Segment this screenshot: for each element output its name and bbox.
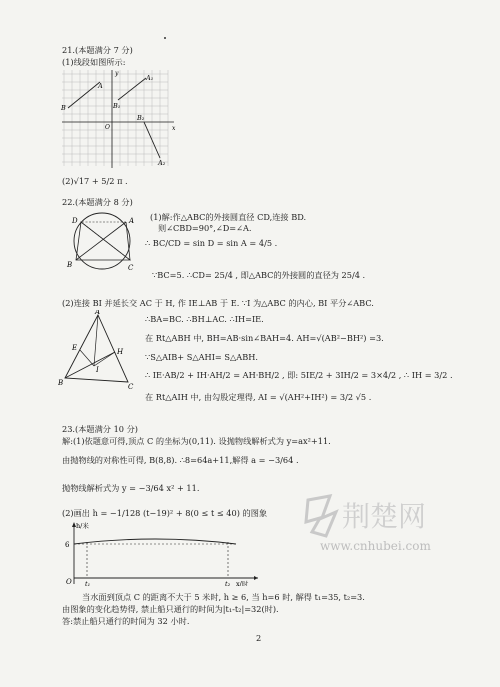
svg-text:C: C [128, 264, 134, 272]
svg-text:A₁: A₁ [146, 74, 154, 82]
svg-text:A: A [98, 82, 103, 90]
svg-text:A₂: A₂ [158, 159, 166, 167]
q22-circle-figure [64, 210, 142, 276]
q22-step9: ∴ IE·AB/2 + IH·AH/2 = AH·BH/2 , 即: 5IE/2 + 3IH/2 = 3×4/2 , ∴ IH = 3/2 . [145, 370, 453, 380]
svg-text:6: 6 [65, 541, 70, 549]
segment-AB [68, 82, 100, 108]
svg-text:I: I [96, 366, 99, 374]
q22-step7: 在 Rt△ABH 中, BH=AB·sin∠BAH=4. AH=√(AB²−BH²) =3. [145, 333, 384, 343]
q22-step2: 则∠CBD=90°,∠D=∠A. [158, 223, 252, 233]
svg-text:y: y [115, 70, 119, 77]
page-number: 2 [256, 633, 262, 643]
q23-step3: 抛物线解析式为 y = −3/64 x² + 11. [62, 483, 200, 493]
q23-step2: 由抛物线的对称性可得, B(8,8). ∴8=64a+11,解得 a = −3/64 . [62, 455, 299, 465]
q23-heading: 23.(本题满分 10 分) [62, 424, 138, 434]
q21-coordinate-figure [60, 68, 182, 168]
svg-text:H: H [117, 348, 124, 356]
q23-step6: 由图象的变化趋势得, 禁止船只通行的时间为|t₁-t₂|=32(时). [62, 604, 279, 614]
svg-text:B: B [61, 104, 66, 112]
q22-step10: 在 Rt△AIH 中, 由勾股定理得, AI = √(AH²+IH²) = 3/2 √5 . [145, 392, 372, 402]
svg-text:D: D [72, 217, 78, 225]
svg-text:O: O [105, 124, 110, 131]
svg-text:t₁: t₁ [85, 580, 91, 586]
svg-text:E: E [72, 344, 78, 352]
svg-text:x: x [172, 125, 176, 132]
svg-text:h/米: h/米 [76, 522, 89, 530]
svg-text:B₂: B₂ [137, 114, 145, 122]
svg-text:B: B [67, 261, 73, 269]
q22-heading: 22.(本题满分 8 分) [62, 197, 133, 207]
svg-text:C: C [128, 383, 134, 390]
ink-dot [164, 37, 166, 39]
svg-text:B₁: B₁ [113, 102, 121, 110]
q23-graph [60, 520, 260, 586]
q22-step6: ∴BA=BC. ∴BH⊥AC. ∴IH=IE. [145, 314, 264, 324]
q22-step3: ∴ BC/CD = sin D = sin A = 4/5 . [145, 238, 278, 248]
q23-step7: 答:禁止船只通行的时间为 32 小时. [62, 616, 190, 626]
svg-text:x/时: x/时 [236, 580, 249, 586]
svg-text:A: A [129, 217, 135, 225]
segment-A1B1 [118, 78, 146, 100]
watermark-url: www.cnhubei.com [320, 539, 431, 553]
q21-heading: 21.(本题满分 7 分) [62, 45, 133, 55]
svg-text:A: A [95, 310, 101, 316]
q23-step1: 解:(1)依题意可得,顶点 C 的坐标为(0,11). 设抛物线解析式为 y=ax²+11. [62, 436, 331, 446]
watermark-brand: 荆楚网 [342, 500, 427, 533]
q22-step5: (2)连接 BI 并延长交 AC 于 H, 作 IE⊥AB 于 E. ∵I 为△ABC 的内心, BI 平分∠ABC. [62, 298, 374, 308]
q22-step8: ∵S△AIB+ S△AHI= S△ABH. [145, 352, 258, 362]
svg-text:t₂: t₂ [225, 580, 231, 586]
watermark-logo [300, 488, 470, 568]
svg-text:O: O [66, 578, 72, 586]
q22-step1: (1)解:作△ABC的外接圆直径 CD,连接 BD. [150, 212, 307, 222]
q23-step5: 当水面到顶点 C 的距离不大于 5 米时, h ≥ 6, 当 h=6 时, 解得 t₁=35, t₂=3. [82, 592, 365, 602]
q21-part2: (2)√17 + 5/2 π . [62, 176, 128, 186]
q22-triangle-figure [58, 310, 138, 390]
q23-step4: (2)画出 h = −1/128 (t−19)² + 8(0 ≤ t ≤ 40) 的图象 [62, 508, 268, 518]
q21-part1: (1)线段如图所示: [62, 57, 126, 67]
q22-step4: ∵BC=5. ∴CD= 25/4 , 即△ABC的外接圆的直径为 25/4 . [152, 270, 366, 280]
svg-text:B: B [58, 379, 64, 387]
